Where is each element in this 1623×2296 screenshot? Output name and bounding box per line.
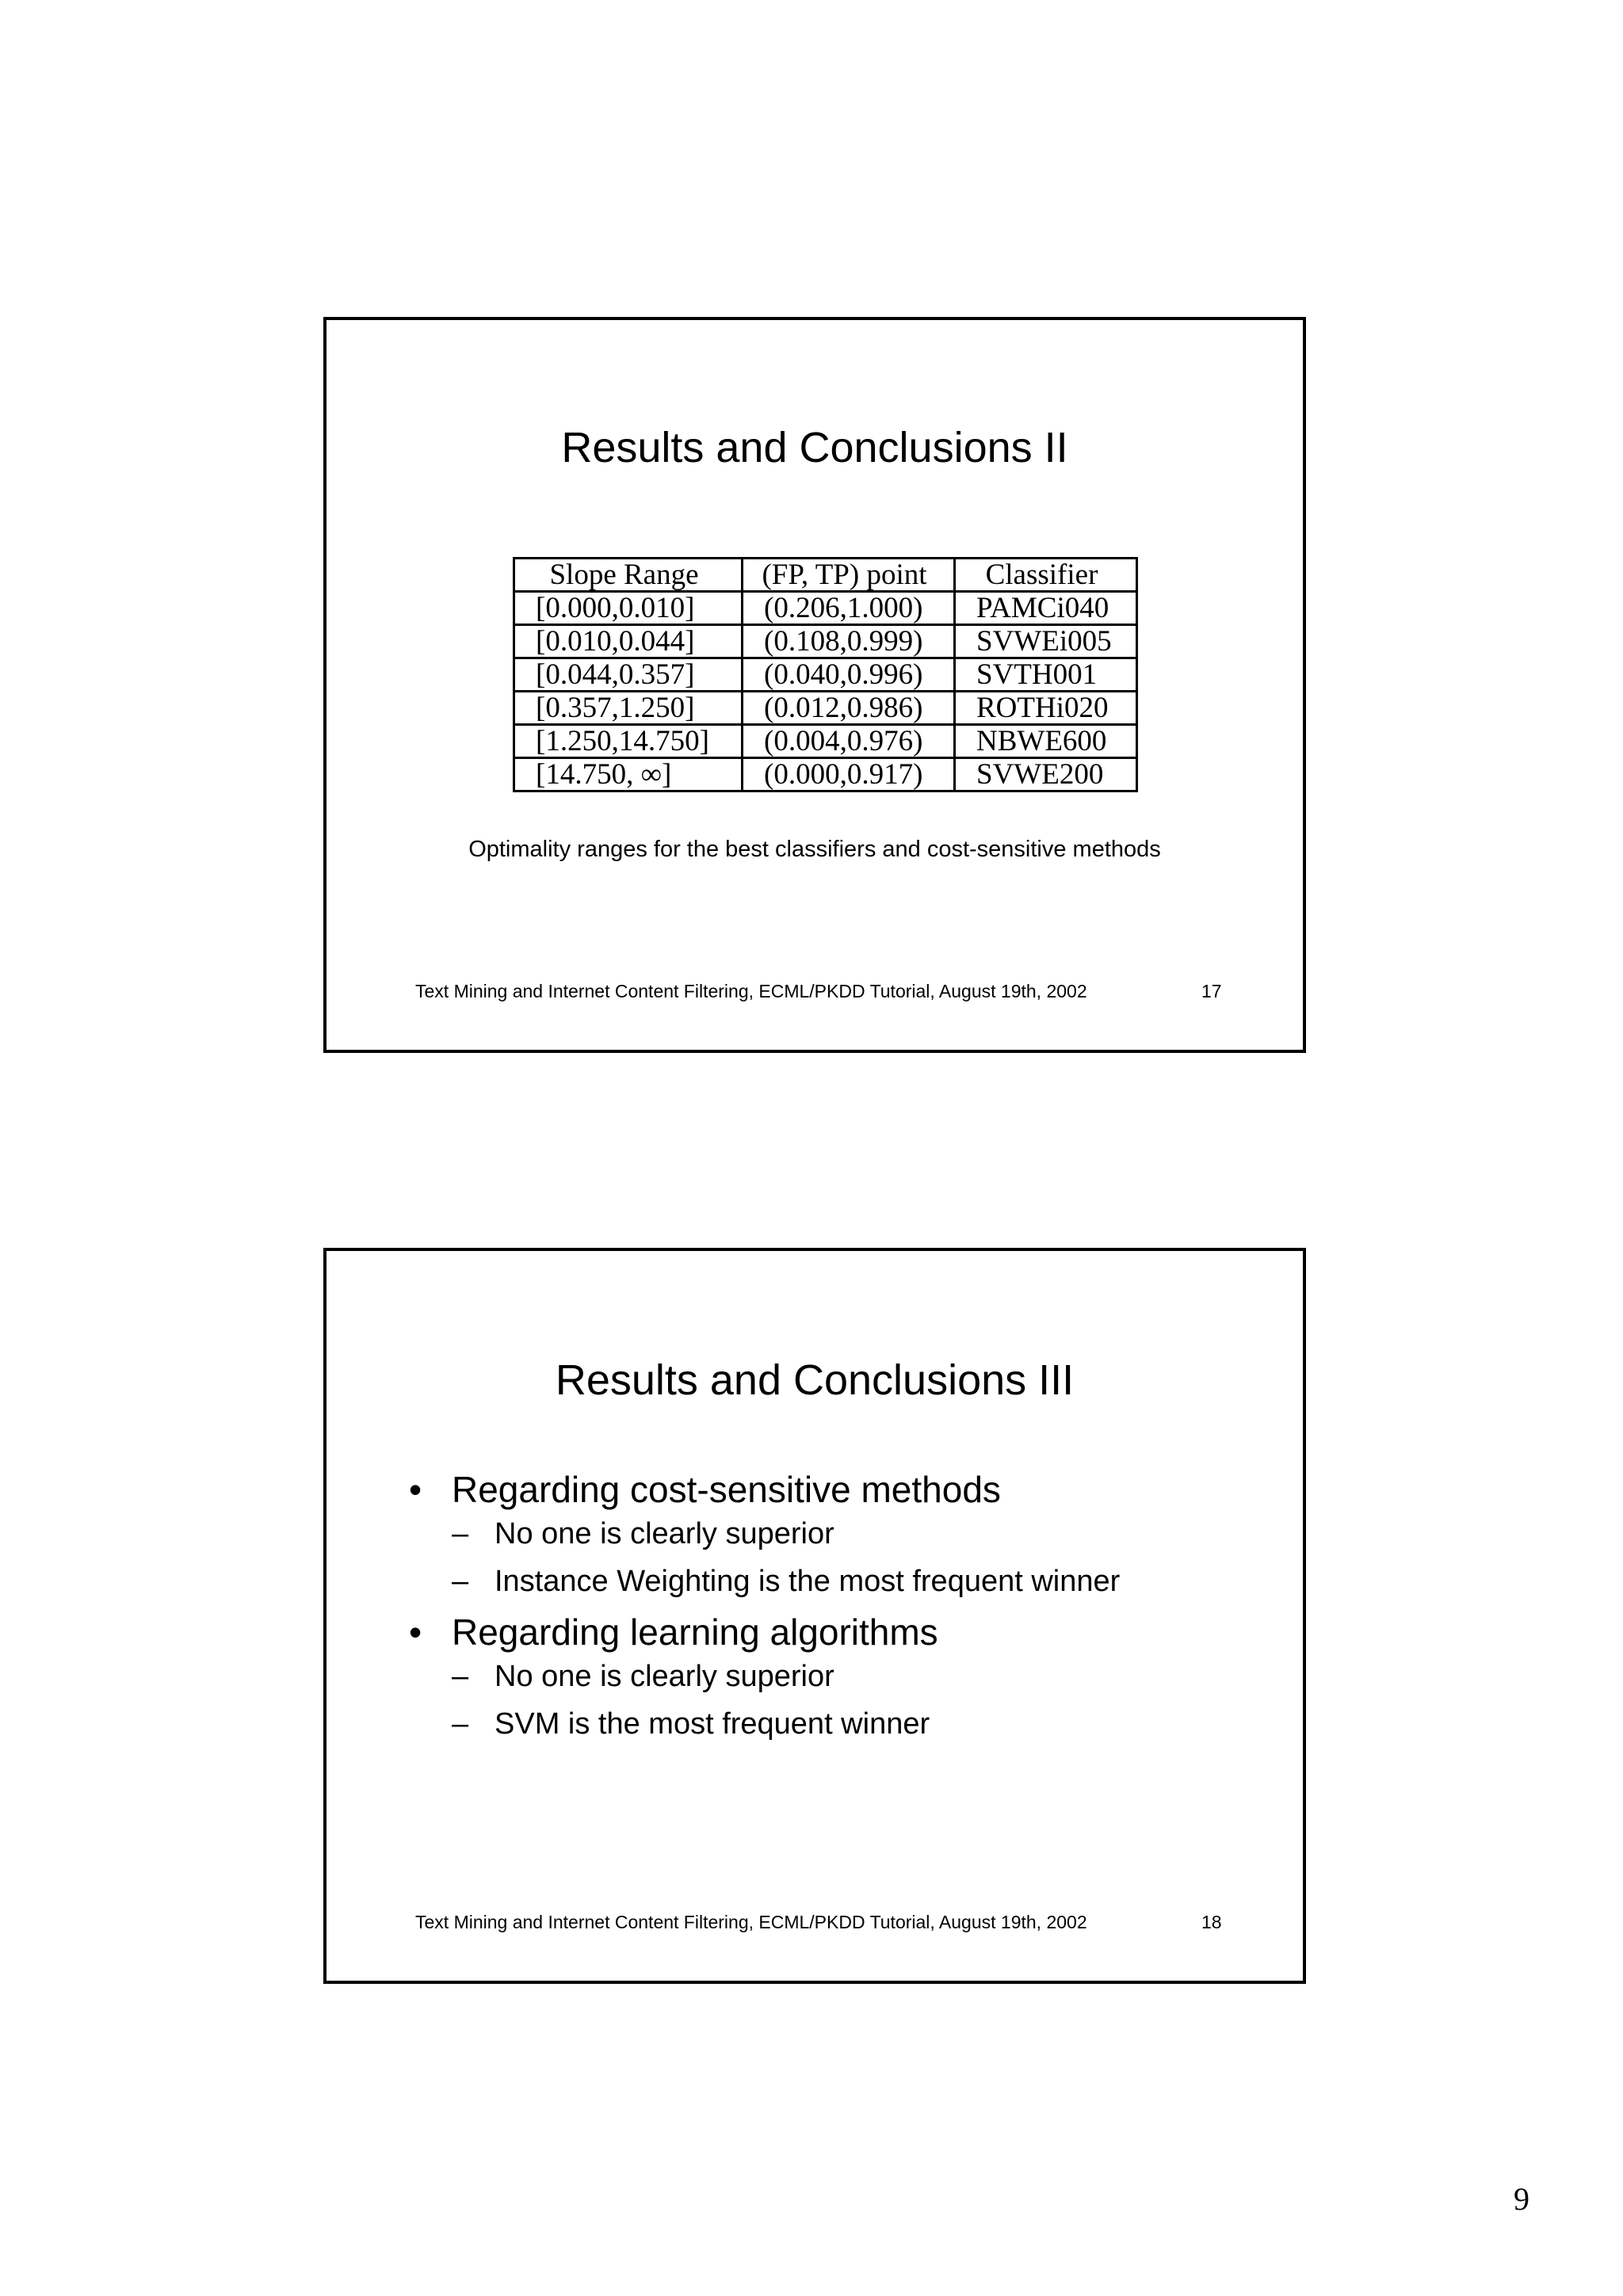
sub-bullet-item <box>409 1709 1281 1764</box>
table-row <box>514 692 1137 725</box>
table-cell: [14.750, ∞] <box>514 758 743 791</box>
table-cell: NBWE600 <box>955 725 1137 758</box>
table-row <box>514 625 1137 658</box>
table-cell: SVTH001 <box>955 658 1137 692</box>
dash-marker: – <box>452 1660 469 1693</box>
table-header-cell: (FP, TP) point <box>743 559 955 592</box>
bullet-marker: • <box>409 1469 422 1510</box>
table-cell: [0.044,0.357] <box>514 658 743 692</box>
table-caption: Optimality ranges for the best classifiers and cost-sensitive methods <box>468 837 1161 862</box>
table-header-cell: Classifier <box>955 559 1137 592</box>
bullet-text: Regarding learning algorithms <box>452 1611 938 1653</box>
bullet-item <box>409 1611 1281 1661</box>
sub-bullet-item <box>409 1566 1281 1614</box>
table-cell: [0.000,0.010] <box>514 592 743 625</box>
table-cell: (0.012,0.986) <box>743 692 955 725</box>
slide-footer: Text Mining and Internet Content Filtering, ECML/PKDD Tutorial, August 19th, 2002 <box>415 1912 1087 1932</box>
sub-bullet-item <box>409 1661 1281 1709</box>
slide-number: 17 <box>1201 981 1222 1001</box>
table-cell: (0.000,0.917) <box>743 758 955 791</box>
dash-marker: – <box>452 1517 469 1550</box>
slide-18 <box>323 1248 1306 1984</box>
dash-marker: – <box>452 1565 469 1598</box>
table-row <box>514 725 1137 758</box>
sub-bullet-item <box>409 1519 1281 1566</box>
slide-footer: Text Mining and Internet Content Filtering, ECML/PKDD Tutorial, August 19th, 2002 <box>415 981 1087 1001</box>
table-cell: (0.004,0.976) <box>743 725 955 758</box>
slide-17 <box>323 317 1306 1053</box>
table-header-row <box>514 559 1137 592</box>
table-row <box>514 658 1137 692</box>
table-cell: (0.206,1.000) <box>743 592 955 625</box>
bullet-text: Regarding cost-sensitive methods <box>452 1469 1001 1510</box>
page-number: 9 <box>1514 2181 1529 2217</box>
table-cell: ROTHi020 <box>955 692 1137 725</box>
table-row <box>514 758 1137 791</box>
table-cell: PAMCi040 <box>955 592 1137 625</box>
table-cell: [0.010,0.044] <box>514 625 743 658</box>
slide-number: 18 <box>1201 1912 1222 1932</box>
table-row <box>514 592 1137 625</box>
optimality-table-wrap <box>513 557 1138 792</box>
table-cell: [1.250,14.750] <box>514 725 743 758</box>
table-cell: SVWEi005 <box>955 625 1137 658</box>
optimality-table <box>513 557 1138 792</box>
sub-bullet-text: No one is clearly superior <box>495 1660 834 1693</box>
sub-bullet-text: SVM is the most frequent winner <box>495 1707 930 1741</box>
table-cell: [0.357,1.250] <box>514 692 743 725</box>
table-cell: (0.108,0.999) <box>743 625 955 658</box>
dash-marker: – <box>452 1707 469 1741</box>
slide-title: Results and Conclusions II <box>561 424 1068 471</box>
sub-bullet-text: No one is clearly superior <box>495 1517 834 1550</box>
bullet-marker: • <box>409 1611 422 1653</box>
table-header-cell: Slope Range <box>514 559 743 592</box>
table-cell: (0.040,0.996) <box>743 658 955 692</box>
bullet-list <box>409 1471 1281 1764</box>
sub-bullet-text: Instance Weighting is the most frequent winner <box>495 1565 1121 1598</box>
table-cell: SVWE200 <box>955 758 1137 791</box>
bullet-item <box>409 1471 1281 1519</box>
slide-title: Results and Conclusions III <box>555 1356 1075 1404</box>
